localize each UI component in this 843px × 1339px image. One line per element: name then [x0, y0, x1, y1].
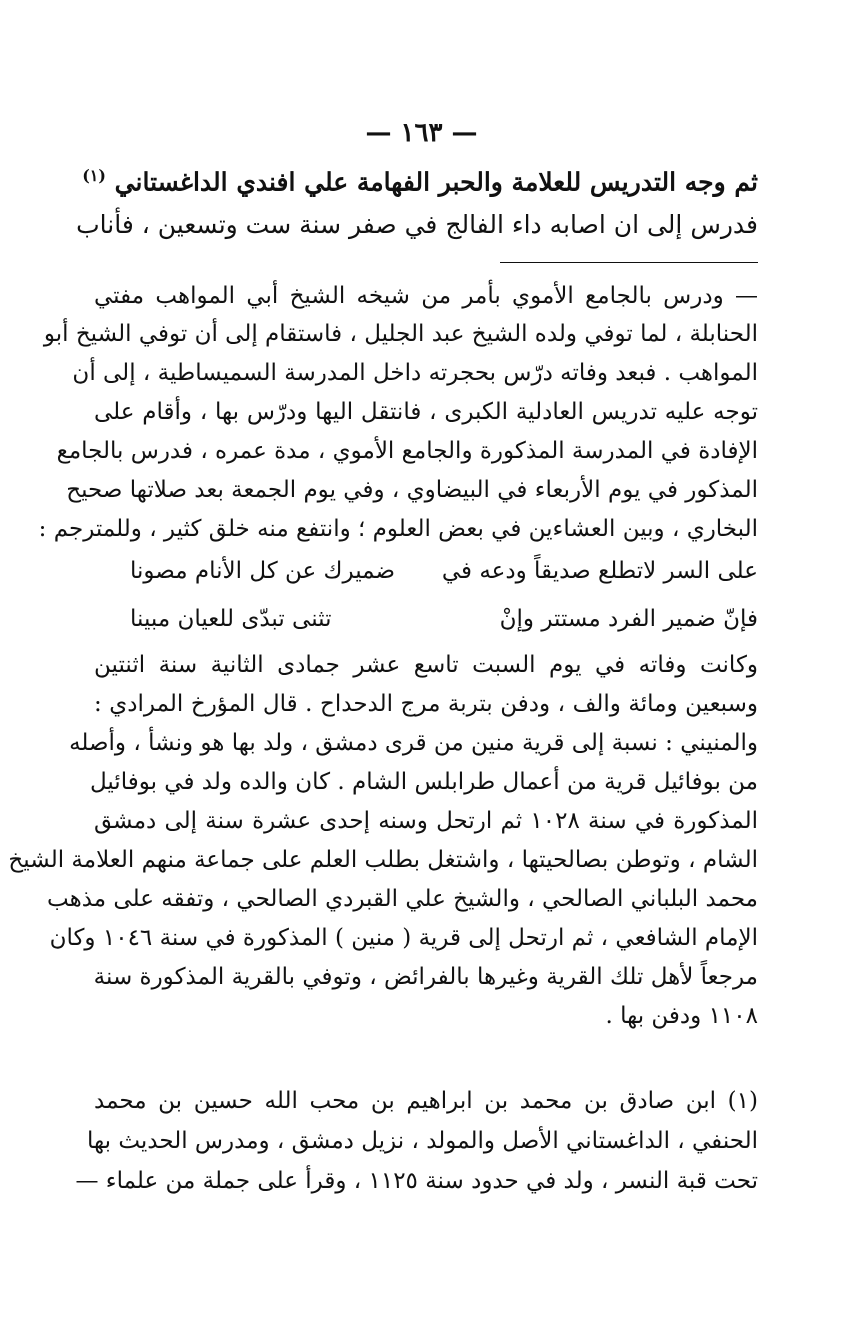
continued-note-after-line-6: الشام ، وتوطن بصالحيتها ، واشتغل بطلب العلم على جماعة منهم العلامة الشيخ: [8, 847, 758, 873]
continued-note-line-4: توجه عليه تدريس العادلية الكبرى ، فانتقل اليها ودرّس بها ، وأقام على: [94, 399, 758, 425]
continued-note-after-line-3: والمنيني : نسبة إلى قرية منين من قرى دمشق ، ولد بها هو ونشأ ، وأصله: [69, 730, 758, 756]
continued-note-after-line-5: المذكورة في سنة ١٠٢٨ ثم ارتحل وسنه إحدى عشرة سنة إلى دمشق: [94, 808, 758, 834]
main-text-line-2: فدرس إلى ان اصابه داء الفالج في صفر سنة ست وتسعين ، فأناب: [76, 210, 758, 239]
continued-note-line-1: — ودرس بالجامع الأموي بأمر من شيخه الشيخ أبي المواهب مفتي: [94, 283, 758, 309]
verse-2-first-hemistich: فإنّ ضمير الفرد مستتر وإنْ: [499, 606, 758, 632]
verse-2: [94, 608, 758, 638]
continued-note-after-line-9: مرجعاً لأهل تلك القرية وغيرها بالفرائض ، وتوفي بالقرية المذكورة سنة: [93, 964, 758, 990]
footnote-marker: (١): [82, 166, 106, 185]
continued-note-after-line-2: وسبعين ومائة والف ، ودفن بتربة مرج الدحداح . قال المؤرخ المرادي :: [94, 691, 758, 717]
main-text-line-1: [82, 166, 758, 197]
main-text-line-1-text: ثم وجه التدريس للعلامة والحبر الفهامة علي افندي الداغستاني: [114, 167, 758, 197]
continued-note-line-5: الإفادة في المدرسة المذكورة والجامع الأموي ، مدة عمره ، فدرس بالجامع: [56, 438, 758, 464]
page-number: — ١٦٣ —: [365, 118, 478, 148]
verse-1-first-hemistich: على السر لاتطلع صديقاً ودعه في: [441, 558, 758, 584]
continued-note-line-2: الحنابلة ، لما توفي ولده الشيخ عبد الجليل ، فاستقام إلى أن توفي الشيخ أبو: [43, 321, 758, 347]
continued-note-line-3: المواهب . فبعد وفاته درّس بحجرته داخل المدرسة السميساطية ، إلى أن: [72, 360, 758, 386]
continued-note-after-line-4: من بوفائيل قرية من أعمال طرابلس الشام . كان والده ولد في بوفائيل: [89, 769, 758, 795]
verse-1: [94, 560, 758, 590]
footnote-line-1: (١) ابن صادق بن محمد بن ابراهيم بن محب الله حسين بن محمد: [94, 1088, 758, 1114]
continued-note-line-6: المذكور في يوم الأربعاء في البيضاوي ، وفي يوم الجمعة بعد صلاتها صحيح: [66, 477, 758, 503]
continued-note-line-7: البخاري ، وبين العشاءين في بعض العلوم ؛ وانتفع منه خلق كثير ، وللمترجم :: [38, 516, 758, 542]
footnote-line-2: الحنفي ، الداغستاني الأصل والمولد ، نزيل دمشق ، ومدرس الحديث بها: [87, 1128, 758, 1154]
footnote-separator: [500, 262, 758, 263]
verse-2-second-hemistich: تثنى تبدّى للعيان مبينا: [130, 606, 332, 632]
continued-note-after-line-7: محمد البلباني الصالحي ، والشيخ علي القبردي الصالحي ، وتفقه على مذهب: [47, 886, 758, 912]
verse-1-second-hemistich: ضميرك عن كل الأنام مصونا: [130, 558, 395, 584]
continued-note-after-line-1: وكانت وفاته في يوم السبت تاسع عشر جمادى الثانية سنة اثنتين: [94, 652, 758, 678]
continued-note-after-line-8: الإمام الشافعي ، ثم ارتحل إلى قرية ( منين ) المذكورة في سنة ١٠٤٦ وكان: [49, 925, 758, 951]
footnote-line-3: تحت قبة النسر ، ولد في حدود سنة ١١٢٥ ، وقرأ على جملة من علماء —: [75, 1168, 758, 1194]
continued-note-after-line-10: ١١٠٨ ودفن بها .: [605, 1003, 758, 1029]
